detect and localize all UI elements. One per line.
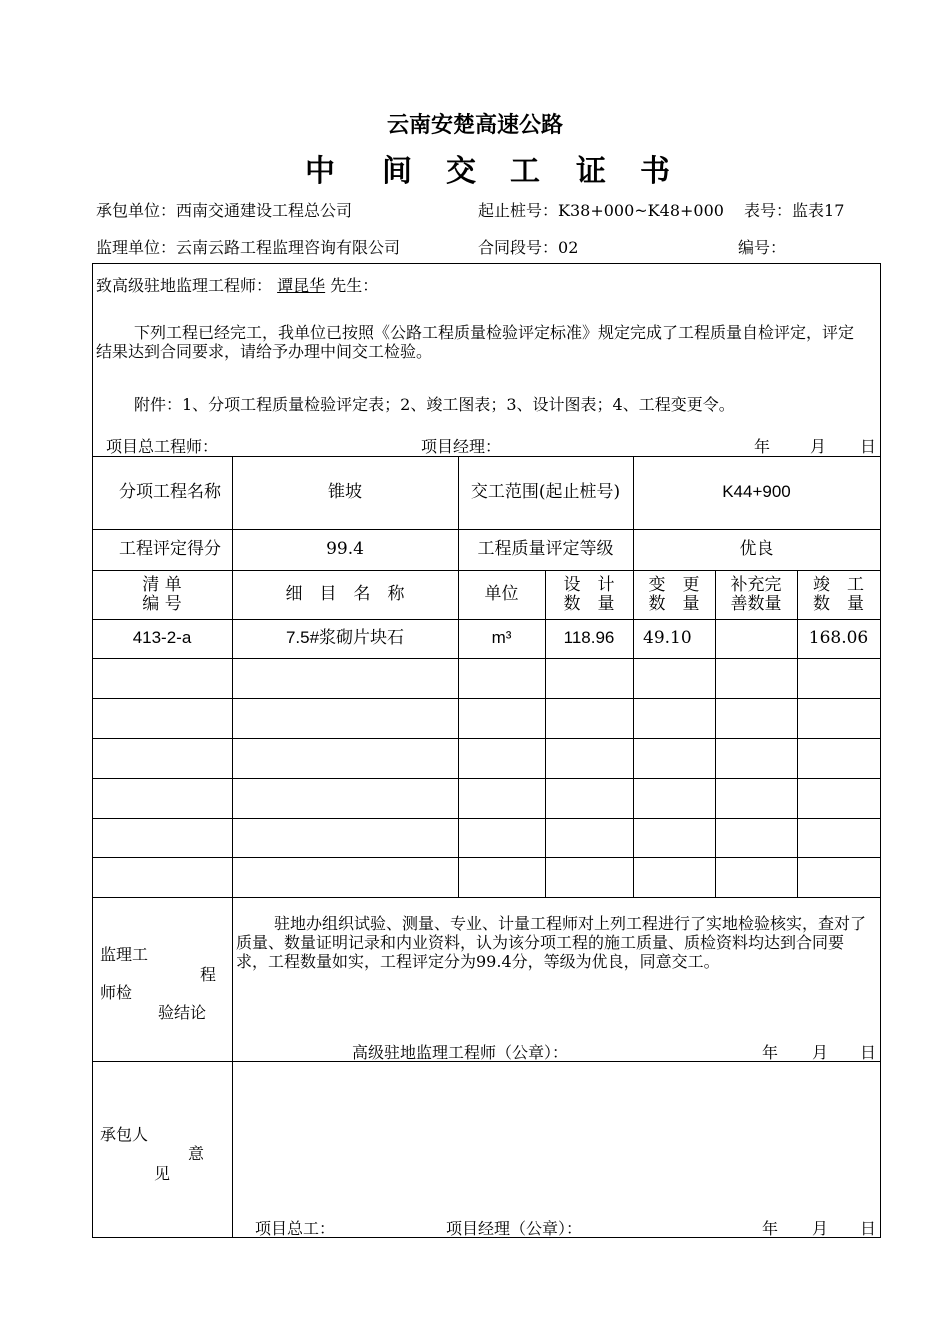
header-change-qty	[633, 570, 715, 619]
header-item-name: 细 目 名 称	[285, 584, 405, 605]
header-change-qty-l1: 变 更	[648, 574, 700, 595]
addressee-suffix: 先生：	[330, 276, 379, 295]
contract-value: 02	[558, 238, 579, 257]
contractor-date-day: 日	[860, 1219, 877, 1238]
contractor-manager-label: 项目经理（公章）：	[446, 1219, 583, 1238]
attachment-list: 附件：1、分项工程质量检验评定表；2、竣工图表；3、设计图表；4、工程变更令。	[134, 395, 735, 414]
subtitle-char-2: 间	[382, 154, 412, 189]
grade-value: 优良	[739, 539, 774, 560]
row1-unit: m³	[491, 628, 512, 648]
header-item-code-l2: 编 号	[142, 593, 182, 614]
contract-info	[478, 235, 578, 258]
supervisor-info	[96, 235, 400, 258]
divider	[92, 738, 881, 739]
station-value: K38+000~K48+000	[558, 201, 724, 220]
contractor-info	[96, 198, 352, 221]
contractor-date-month: 月	[812, 1219, 829, 1238]
contractor-label: 承包单位：	[96, 201, 177, 220]
date-year: 年	[754, 437, 771, 456]
header-completed-qty-l1: 竣 工	[813, 574, 864, 595]
station-info	[478, 198, 724, 221]
supervisor-label: 监理单位：	[96, 238, 177, 257]
header-item-code	[92, 570, 232, 619]
addressee-name: 谭昆华	[277, 276, 326, 295]
divider	[92, 778, 881, 779]
subtitle-char-4: 工	[510, 154, 540, 189]
contractor-chief-label: 项目总工：	[255, 1219, 336, 1238]
supervision-date-month: 月	[812, 1043, 829, 1062]
letter-body: 下列工程已经完工，我单位已按照《公路工程质量检验评定标准》规定完成了工程质量自检评定，评定结果达到合同要求，请给予办理中间交工检验。	[96, 323, 855, 361]
header-completed-qty	[797, 570, 880, 619]
form-no-value: 监表17	[792, 201, 845, 220]
header-supplement-qty-l2: 善数量	[730, 593, 782, 614]
supervision-label-4: 验结论	[158, 1003, 207, 1022]
row1-completed-qty: 168.06	[808, 628, 869, 649]
header-completed-qty-l2: 数 量	[813, 593, 864, 614]
date-month: 月	[810, 437, 827, 456]
contractor-value: 西南交通建设工程总公司	[176, 201, 353, 220]
contractor-date-year: 年	[762, 1219, 779, 1238]
score-label: 工程评定得分	[119, 539, 221, 560]
divider	[92, 818, 881, 819]
header-design-qty-l2: 数 量	[563, 593, 615, 614]
grade-label: 工程质量评定等级	[477, 539, 614, 560]
date-day: 日	[860, 437, 877, 456]
divider	[92, 698, 881, 699]
manager-label: 项目经理：	[421, 437, 502, 456]
supervision-date-year: 年	[762, 1043, 779, 1062]
subtitle-char-6: 书	[640, 154, 670, 189]
supervision-sign-label: 高级驻地监理工程师（公章）：	[352, 1043, 569, 1062]
contractor-opinion-label-3: 见	[154, 1164, 171, 1183]
divider	[92, 857, 881, 858]
score-value: 99.4	[326, 539, 364, 560]
subtitle-char-1: 中	[305, 154, 335, 189]
supervision-conclusion: 驻地办组织试验、测量、专业、计量工程师对上列工程进行了实地检验核实，查对了质量、数量证明记录和内业资料，认为该分项工程的施工质量、质检资料均达到合同要求，工程数量如实，工程评定分为99.4分，等级为优良，同意交工。	[236, 914, 867, 971]
row1-item-code: 413-2-a	[132, 628, 192, 648]
supervision-label-1: 监理工	[100, 945, 149, 964]
divider	[92, 658, 881, 659]
chief-engineer-label: 项目总工程师：	[106, 437, 219, 456]
row1-design-qty: 118.96	[563, 628, 615, 648]
form-no-label: 表号：	[744, 201, 793, 220]
item-name-label: 分项工程名称	[119, 482, 221, 503]
header-supplement-qty-l1: 补充完	[730, 574, 782, 595]
document-title: 云南安楚高速公路	[386, 112, 563, 138]
header-supplement-qty	[715, 570, 797, 619]
row1-supplement-qty	[715, 619, 797, 658]
addressee-line	[96, 273, 378, 296]
supervision-label-3: 师检	[100, 983, 133, 1002]
addressee-prefix: 致高级驻地监理工程师：	[96, 276, 273, 295]
contract-label: 合同段号：	[478, 238, 559, 257]
subtitle-char-3: 交	[446, 154, 476, 189]
row1-item-name: 7.5#浆砌片块石	[285, 628, 405, 648]
header-unit: 单位	[484, 584, 519, 605]
header-design-qty	[545, 570, 633, 619]
form-no-info	[744, 198, 844, 221]
row1-change-qty: 49.10	[643, 628, 692, 649]
item-name-value: 锥坡	[328, 482, 362, 503]
header-change-qty-l2: 数 量	[648, 593, 700, 614]
range-label: 交工范围(起止桩号)	[470, 482, 621, 503]
divider	[92, 897, 881, 898]
contractor-opinion-label-1: 承包人	[100, 1125, 149, 1144]
subtitle-char-5: 证	[576, 154, 606, 189]
range-value: K44+900	[722, 482, 791, 502]
supervisor-value: 云南云路工程监理咨询有限公司	[176, 238, 401, 257]
serial-label: 编号：	[738, 238, 787, 257]
header-item-code-l1: 清 单	[142, 574, 182, 595]
contractor-opinion-label-2: 意	[188, 1144, 205, 1163]
supervision-label-2: 程	[200, 965, 217, 984]
header-design-qty-l1: 设 计	[563, 574, 615, 595]
station-label: 起止桩号：	[478, 201, 559, 220]
supervision-date-day: 日	[860, 1043, 877, 1062]
